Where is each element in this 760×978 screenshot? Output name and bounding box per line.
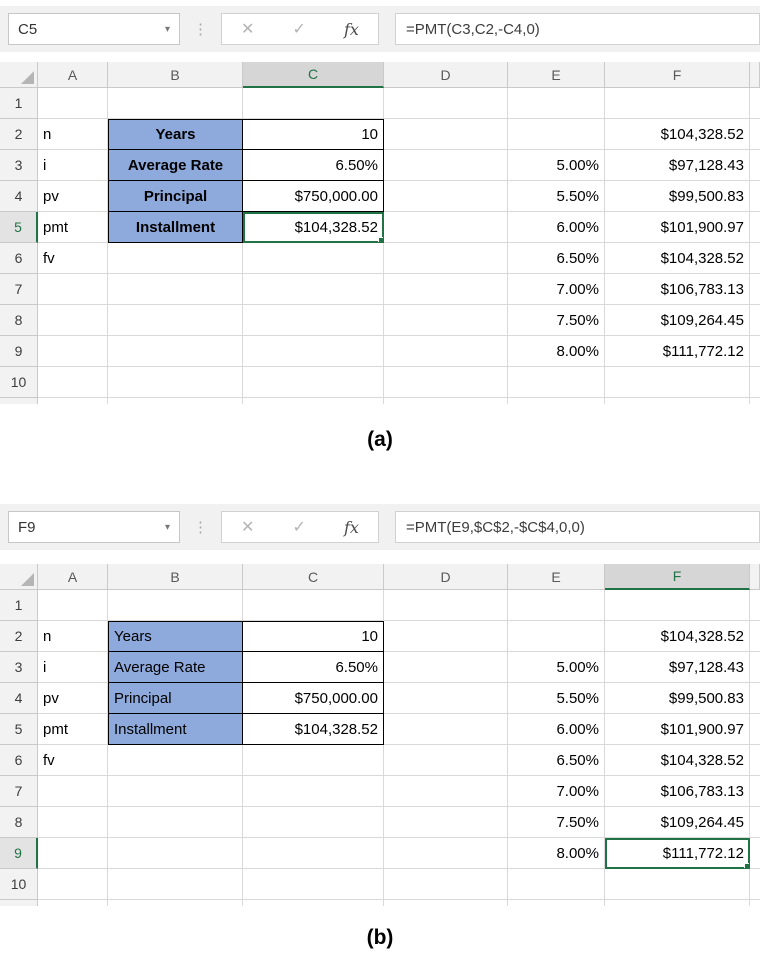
cell-E7[interactable]: 7.00% <box>508 776 605 807</box>
name-box-value: C5 <box>18 20 38 38</box>
name-box[interactable] <box>8 511 180 543</box>
row-header-4[interactable]: 4 <box>0 683 38 714</box>
cell-A9[interactable] <box>38 838 108 869</box>
cell-C4[interactable]: $750,000.00 <box>243 683 384 714</box>
column-header-F[interactable]: F <box>605 564 750 590</box>
cell-C3[interactable]: 6.50% <box>243 150 384 181</box>
cell-A10[interactable] <box>38 869 108 900</box>
cell-E5[interactable]: 6.00% <box>508 212 605 243</box>
formula-toolbar-b <box>0 504 760 550</box>
cell-E3[interactable]: 5.00% <box>508 652 605 683</box>
cell-partial-6[interactable] <box>750 745 760 776</box>
cell-A3[interactable]: i <box>38 652 108 683</box>
cell-E8[interactable]: 7.50% <box>508 807 605 838</box>
cell-A4[interactable]: pv <box>38 181 108 212</box>
cell-partial-9[interactable] <box>750 336 760 367</box>
cell-B1[interactable] <box>108 88 243 119</box>
column-header-C[interactable]: C <box>243 564 384 590</box>
cell-E1[interactable] <box>508 590 605 621</box>
cell-D8[interactable] <box>384 807 508 838</box>
cell-partial-1[interactable] <box>750 590 760 621</box>
formula-buttons-group <box>221 13 379 45</box>
cell-partial-C <box>243 900 384 906</box>
cell-E10[interactable] <box>508 869 605 900</box>
cell-B6[interactable] <box>108 243 243 274</box>
column-header-partial[interactable] <box>750 564 760 590</box>
row-header-5[interactable]: 5 <box>0 714 38 745</box>
formula-buttons-group <box>221 511 379 543</box>
cell-E4[interactable]: 5.50% <box>508 181 605 212</box>
cell-E6[interactable]: 6.50% <box>508 745 605 776</box>
name-box[interactable] <box>8 13 180 45</box>
cell-D3[interactable] <box>384 150 508 181</box>
cell-E6[interactable]: 6.50% <box>508 243 605 274</box>
fill-handle[interactable] <box>744 863 750 869</box>
cell-C5[interactable]: $104,328.52 <box>243 212 384 243</box>
cell-partial-4[interactable] <box>750 181 760 212</box>
cell-B4[interactable]: Principal <box>108 181 243 212</box>
row-header-8[interactable]: 8 <box>0 807 38 838</box>
cell-partial-10[interactable] <box>750 367 760 398</box>
cell-C4[interactable]: $750,000.00 <box>243 181 384 212</box>
cell-B8[interactable] <box>108 305 243 336</box>
insert-function-icon[interactable]: fx <box>344 517 359 537</box>
cell-A7[interactable] <box>38 776 108 807</box>
cell-C9[interactable] <box>243 336 384 367</box>
insert-function-icon[interactable]: fx <box>344 19 359 39</box>
cell-D7[interactable] <box>384 776 508 807</box>
cell-partial-1[interactable] <box>750 88 760 119</box>
cell-F6[interactable]: $104,328.52 <box>605 243 750 274</box>
cell-E9[interactable]: 8.00% <box>508 336 605 367</box>
name-box-dropdown-icon[interactable]: ▾ <box>164 23 170 35</box>
confirm-icon[interactable]: ✓ <box>292 21 306 38</box>
cell-F5[interactable]: $101,900.97 <box>605 714 750 745</box>
cell-C10[interactable] <box>243 869 384 900</box>
cell-D2[interactable] <box>384 119 508 150</box>
cell-B3[interactable]: Average Rate <box>108 150 243 181</box>
cell-A8[interactable] <box>38 305 108 336</box>
column-header-D[interactable]: D <box>384 62 508 88</box>
row-header-9[interactable]: 9 <box>0 336 38 367</box>
cell-D5[interactable] <box>384 714 508 745</box>
cell-B10[interactable] <box>108 869 243 900</box>
column-header-E[interactable]: E <box>508 564 605 590</box>
cell-C2[interactable]: 10 <box>243 119 384 150</box>
column-header-A[interactable]: A <box>38 564 108 590</box>
cell-partial-3[interactable] <box>750 652 760 683</box>
cell-A2[interactable]: n <box>38 621 108 652</box>
cell-B7[interactable] <box>108 776 243 807</box>
cell-C9[interactable] <box>243 838 384 869</box>
cell-B1[interactable] <box>108 590 243 621</box>
caption-a: (a) <box>367 428 393 451</box>
cell-partial-D <box>384 398 508 404</box>
cell-A3[interactable]: i <box>38 150 108 181</box>
cell-A5[interactable]: pmt <box>38 212 108 243</box>
column-header-D[interactable]: D <box>384 564 508 590</box>
formula-bar[interactable] <box>395 511 760 543</box>
caption-b: (b) <box>366 926 394 949</box>
cell-A6[interactable]: fv <box>38 243 108 274</box>
toolbar-separator-dots-icon: ⋮ <box>193 20 208 38</box>
cell-F8[interactable]: $109,264.45 <box>605 305 750 336</box>
cell-B5[interactable]: Installment <box>108 212 243 243</box>
corner-triangle-icon <box>21 573 34 586</box>
cell-partial-A <box>38 900 108 906</box>
cell-partial-G <box>750 900 760 906</box>
cell-F4[interactable]: $99,500.83 <box>605 181 750 212</box>
cell-D1[interactable] <box>384 88 508 119</box>
row-header-4[interactable]: 4 <box>0 181 38 212</box>
cell-F6[interactable]: $104,328.52 <box>605 745 750 776</box>
cell-F3[interactable]: $97,128.43 <box>605 652 750 683</box>
cell-D3[interactable] <box>384 652 508 683</box>
cell-B3[interactable]: Average Rate <box>108 652 243 683</box>
cell-D5[interactable] <box>384 212 508 243</box>
column-header-A[interactable]: A <box>38 62 108 88</box>
row-header-2[interactable]: 2 <box>0 119 38 150</box>
cell-E3[interactable]: 5.00% <box>508 150 605 181</box>
row-header-8[interactable]: 8 <box>0 305 38 336</box>
cell-E7[interactable]: 7.00% <box>508 274 605 305</box>
cell-F5[interactable]: $101,900.97 <box>605 212 750 243</box>
cell-A1[interactable] <box>38 590 108 621</box>
cell-C7[interactable] <box>243 776 384 807</box>
cell-D9[interactable] <box>384 336 508 367</box>
cell-B8[interactable] <box>108 807 243 838</box>
row-header-partial[interactable] <box>0 398 38 404</box>
toolbar-separator-dots-icon: ⋮ <box>193 518 208 536</box>
corner-triangle-icon <box>21 71 34 84</box>
cell-D10[interactable] <box>384 367 508 398</box>
cell-A10[interactable] <box>38 367 108 398</box>
formula-toolbar-a <box>0 6 760 52</box>
cell-partial-B <box>108 900 243 906</box>
cell-B2[interactable]: Years <box>108 621 243 652</box>
cell-F7[interactable]: $106,783.13 <box>605 776 750 807</box>
cell-partial-C <box>243 398 384 404</box>
cell-D8[interactable] <box>384 305 508 336</box>
cell-D4[interactable] <box>384 683 508 714</box>
cell-A1[interactable] <box>38 88 108 119</box>
cell-E2[interactable] <box>508 119 605 150</box>
column-header-partial[interactable] <box>750 62 760 88</box>
cell-D4[interactable] <box>384 181 508 212</box>
cell-C1[interactable] <box>243 590 384 621</box>
row-header-1[interactable]: 1 <box>0 590 38 621</box>
cell-partial-8[interactable] <box>750 305 760 336</box>
cell-D9[interactable] <box>384 838 508 869</box>
cell-partial-2[interactable] <box>750 621 760 652</box>
cell-B7[interactable] <box>108 274 243 305</box>
cell-E4[interactable]: 5.50% <box>508 683 605 714</box>
cell-partial-5[interactable] <box>750 714 760 745</box>
column-header-B[interactable]: B <box>108 564 243 590</box>
cell-D6[interactable] <box>384 745 508 776</box>
column-header-C[interactable]: C <box>243 62 384 88</box>
row-header-6[interactable]: 6 <box>0 243 38 274</box>
cell-D1[interactable] <box>384 590 508 621</box>
cell-A8[interactable] <box>38 807 108 838</box>
cell-E5[interactable]: 6.00% <box>508 714 605 745</box>
cell-partial-A <box>38 398 108 404</box>
row-header-3[interactable]: 3 <box>0 652 38 683</box>
name-box-dropdown-icon[interactable]: ▾ <box>164 521 170 533</box>
cell-B5[interactable]: Installment <box>108 714 243 745</box>
cell-partial-4[interactable] <box>750 683 760 714</box>
select-all-corner[interactable] <box>0 564 38 590</box>
cell-partial-F <box>605 900 750 906</box>
row-header-1[interactable]: 1 <box>0 88 38 119</box>
formula-text: =PMT(C3,C2,-C4,0) <box>406 20 540 38</box>
cell-partial-E <box>508 900 605 906</box>
cell-F10[interactable] <box>605 869 750 900</box>
confirm-icon[interactable]: ✓ <box>292 519 306 536</box>
cell-E8[interactable]: 7.50% <box>508 305 605 336</box>
cell-C10[interactable] <box>243 367 384 398</box>
row-header-5[interactable]: 5 <box>0 212 38 243</box>
cell-B10[interactable] <box>108 367 243 398</box>
cell-F10[interactable] <box>605 367 750 398</box>
cell-partial-10[interactable] <box>750 869 760 900</box>
cell-F1[interactable] <box>605 88 750 119</box>
cell-C6[interactable] <box>243 243 384 274</box>
cell-F2[interactable]: $104,328.52 <box>605 621 750 652</box>
cell-partial-5[interactable] <box>750 212 760 243</box>
cell-F8[interactable]: $109,264.45 <box>605 807 750 838</box>
cell-partial-B <box>108 398 243 404</box>
cell-E2[interactable] <box>508 621 605 652</box>
cell-A2[interactable]: n <box>38 119 108 150</box>
row-header-6[interactable]: 6 <box>0 745 38 776</box>
cell-partial-G <box>750 398 760 404</box>
cell-F7[interactable]: $106,783.13 <box>605 274 750 305</box>
cell-B4[interactable]: Principal <box>108 683 243 714</box>
cell-partial-2[interactable] <box>750 119 760 150</box>
cell-D10[interactable] <box>384 869 508 900</box>
cell-A4[interactable]: pv <box>38 683 108 714</box>
cell-partial-D <box>384 900 508 906</box>
cell-F1[interactable] <box>605 590 750 621</box>
row-header-9[interactable]: 9 <box>0 838 38 869</box>
row-header-7[interactable]: 7 <box>0 776 38 807</box>
cell-C8[interactable] <box>243 807 384 838</box>
cell-B6[interactable] <box>108 745 243 776</box>
cell-partial-6[interactable] <box>750 243 760 274</box>
spreadsheet-grid-a <box>0 62 760 404</box>
cell-partial-7[interactable] <box>750 776 760 807</box>
cell-F9[interactable]: $111,772.12 <box>605 336 750 367</box>
formula-text: =PMT(E9,$C$2,-$C$4,0,0) <box>406 518 585 536</box>
row-header-3[interactable]: 3 <box>0 150 38 181</box>
row-header-10[interactable]: 10 <box>0 869 38 900</box>
cell-partial-F <box>605 398 750 404</box>
name-box-value: F9 <box>18 518 36 536</box>
cell-A7[interactable] <box>38 274 108 305</box>
column-header-B[interactable]: B <box>108 62 243 88</box>
cell-C2[interactable]: 10 <box>243 621 384 652</box>
cell-E9[interactable]: 8.00% <box>508 838 605 869</box>
cell-partial-8[interactable] <box>750 807 760 838</box>
cell-A5[interactable]: pmt <box>38 714 108 745</box>
select-all-corner[interactable] <box>0 62 38 88</box>
cancel-icon[interactable]: ✕ <box>241 519 255 536</box>
cell-C6[interactable] <box>243 745 384 776</box>
cell-E10[interactable] <box>508 367 605 398</box>
cell-C5[interactable]: $104,328.52 <box>243 714 384 745</box>
cell-C3[interactable]: 6.50% <box>243 652 384 683</box>
row-header-10[interactable]: 10 <box>0 367 38 398</box>
cell-D6[interactable] <box>384 243 508 274</box>
spreadsheet-panel-b <box>0 504 760 906</box>
cell-D7[interactable] <box>384 274 508 305</box>
cancel-icon[interactable]: ✕ <box>241 21 255 38</box>
formula-bar[interactable] <box>395 13 760 45</box>
cell-partial-3[interactable] <box>750 150 760 181</box>
cell-B2[interactable]: Years <box>108 119 243 150</box>
column-header-E[interactable]: E <box>508 62 605 88</box>
cell-partial-E <box>508 398 605 404</box>
cell-D2[interactable] <box>384 621 508 652</box>
spreadsheet-panel-a <box>0 6 760 404</box>
cell-A6[interactable]: fv <box>38 745 108 776</box>
cell-B9[interactable] <box>108 838 243 869</box>
cell-F4[interactable]: $99,500.83 <box>605 683 750 714</box>
row-header-2[interactable]: 2 <box>0 621 38 652</box>
cell-A9[interactable] <box>38 336 108 367</box>
cell-F2[interactable]: $104,328.52 <box>605 119 750 150</box>
cell-F3[interactable]: $97,128.43 <box>605 150 750 181</box>
column-header-F[interactable]: F <box>605 62 750 88</box>
fill-handle[interactable] <box>378 237 384 243</box>
row-header-partial[interactable] <box>0 900 38 906</box>
cell-C7[interactable] <box>243 274 384 305</box>
cell-E1[interactable] <box>508 88 605 119</box>
row-header-7[interactable]: 7 <box>0 274 38 305</box>
cell-C1[interactable] <box>243 88 384 119</box>
spreadsheet-grid-b <box>0 564 760 906</box>
cell-B9[interactable] <box>108 336 243 367</box>
cell-partial-9[interactable] <box>750 838 760 869</box>
cell-C8[interactable] <box>243 305 384 336</box>
cell-partial-7[interactable] <box>750 274 760 305</box>
cell-F9[interactable]: $111,772.12 <box>605 838 750 869</box>
